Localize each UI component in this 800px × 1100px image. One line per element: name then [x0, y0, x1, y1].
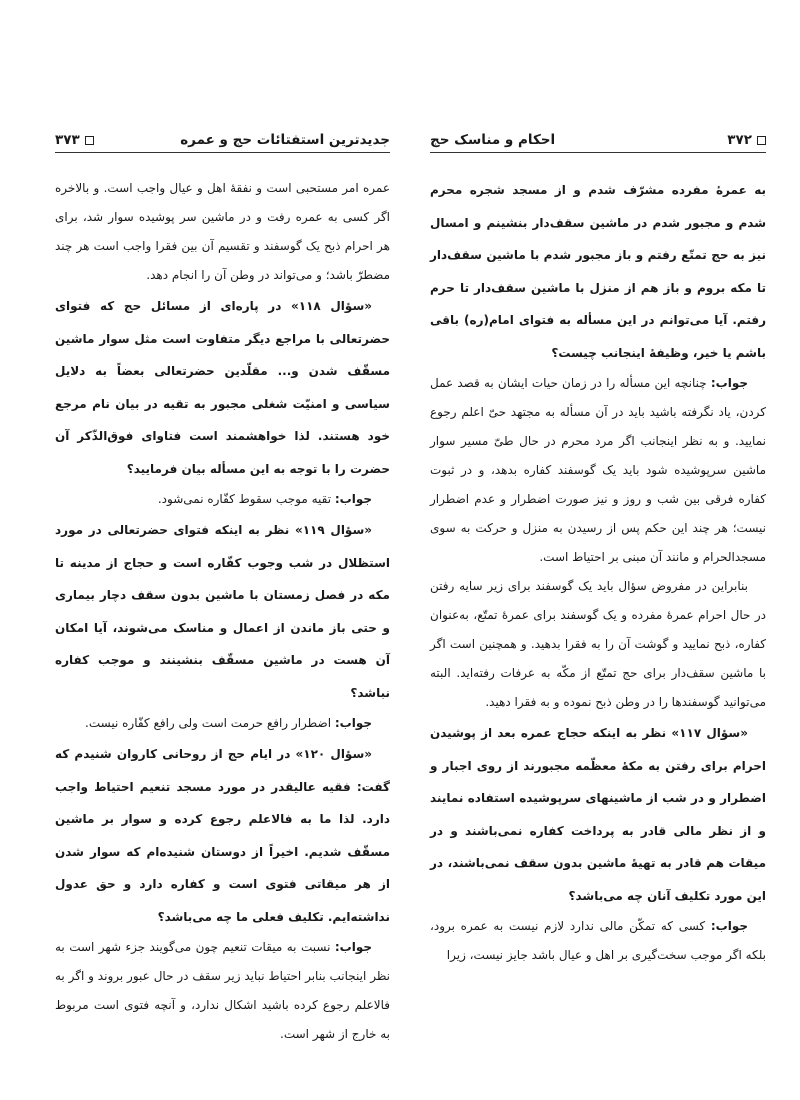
question-118: [55, 290, 390, 485]
question-text: «سؤال ۱۱۸» در پاره‌ای از مسائل حج که فتوای حضرتعالی با مراجع دیگر متفاوت است مثل سوار ماشین مسقّف شدن و... مقلّدین حضرتعالی بعضاً به دلایل سیاسی و امنیّت شغلی مجبور به تقیه در بیان نام مرجع خود هستند. لذا خواهشمند است فتاوای فوق‌الذّکر آن حضرت را با توجه به این مسأله بیان فرمایید؟: [55, 299, 390, 476]
answer-label: جواب:: [334, 940, 372, 954]
answer-label: جواب:: [334, 716, 372, 730]
question-120: [55, 738, 390, 933]
answer-text: چنانچه این مسأله را در زمان حیات ایشان به قصد عمل کردن، یاد نگرفته باشید باید در آن مسأله به مجتهد حیّ اعلم رجوع نمایید. و به نظر اینجانب اگر مرد محرم در حال طیّ مسیر سوار ماشین سرپوشیده شود باید یک گوسفند کفاره بدهد، و در ثبوت کفاره فرقی بین شب و روز و نیز صورت اضطرار و عدم اضطرار نیست؛ هر چند این حکم پس از رسیدن به منزل و حرکت به سوی مسجدالحرام و مانند آن مبنی بر احتیاط است.: [430, 376, 766, 564]
question-119: [55, 514, 390, 709]
page-box-icon: [757, 136, 766, 145]
answer-text: تقیه موجب سقوط کفّاره نمی‌شود.: [157, 492, 335, 506]
question-text: به عمرهٔ مفرده مشرّف شدم و از مسجد شجره محرم شدم و مجبور شدم در ماشین سقف‌دار بنشینم و امسال نیز به حج تمتّع رفتم و باز مجبور شدم با ماشین سقف‌دار تا مکه بروم و باز هم از منزل با ماشین سقف‌دار تا حرم رفتم. آیا می‌توانم در این مسأله به فتوای امام(ره) باقی باشم یا خیر، وظیفهٔ اینجانب چیست؟: [430, 183, 766, 360]
paragraph: [55, 174, 390, 290]
left-running-title: جدیدترین استفتائات حج و عمره: [180, 132, 390, 148]
right-page-number: ۳۷۲: [727, 132, 752, 148]
answer-text: کسی که تمکّن مالی ندارد لازم نیست به عمره برود، بلکه اگر موجب سخت‌گیری بر اهل و عیال باشد جایز نیست، زیرا: [430, 919, 766, 962]
question-text: «سؤال ۱۱۷» نظر به اینکه حجاج عمره بعد از پوشیدن احرام برای رفتن به مکهٔ معظّمه مجبورند از روی اجبار و اضطرار و در شب از ماشینهای سرپوشیده استفاده نمایند و از نظر مالی قادر به پرداخت کفاره نمی‌باشند و در میقات هم قادر به تهیهٔ ماشین بدون سقف نمی‌باشند، در این مورد تکلیف آنان چه می‌باشد؟: [430, 726, 766, 903]
left-page-body: [55, 174, 390, 1049]
paragraph-text: عمره امر مستحبی است و نفقهٔ اهل و عیال واجب است. و بالاخره اگر کسی به عمره رفت و در ماشین سر پوشیده سوار شد، برای هر احرام ذبح یک گوسفند و تقسیم آن بین فقرا واجب است هر چند مضطرّ باشد؛ و می‌تواند در وطن آن را انجام دهد.: [55, 181, 390, 282]
right-page-number-group: [727, 132, 766, 148]
question-text: «سؤال ۱۱۹» نظر به اینکه فتوای حضرتعالی در مورد استظلال در شب وجوب کفّاره است و حجاج از مدینه تا مکه در فصل زمستان با ماشین بدون سقف دچار بیماری و حتی باز ماندن از اعمال و مناسک می‌شوند، آیا امکان آن هست در ماشین مسقّف بنشینند و موجب کفاره نباشد؟: [55, 523, 390, 700]
right-running-title: احکام و مناسک حج: [430, 132, 556, 148]
right-page-body: [430, 174, 766, 970]
left-page-number: ۳۷۳: [55, 132, 80, 148]
answer-label: جواب:: [710, 376, 748, 390]
page-box-icon: [85, 136, 94, 145]
left-page: [55, 112, 390, 1041]
right-page-header: [430, 122, 766, 148]
answer-label: جواب:: [334, 492, 372, 506]
answer-120: [55, 933, 390, 1049]
answer-119: [55, 709, 390, 738]
left-page-number-group: [55, 132, 94, 148]
answer-116: [430, 369, 766, 572]
paragraph: [430, 572, 766, 717]
answer-117: [430, 912, 766, 970]
question-text: «سؤال ۱۲۰» در ایام حج از روحانی کاروان شنیدم که گفت: فقیه عالیقدر در مورد مسجد تنعیم احتیاط واجب دارد. لذا ما به فالاعلم رجوع کرده و سوار بر ماشین مسقّف شدیم. اخیراً از دوستان شنیده‌ام که سوار شدن از هر میقاتی فتوی است و کفاره دارد و حق عدول نداشته‌ایم. تکلیف فعلی ما چه می‌باشد؟: [55, 747, 390, 924]
paragraph-text: بنابراین در مفروض سؤال باید یک گوسفند برای زیر سایه رفتن در حال احرام عمرهٔ مفرده و یک گوسفند برای عمرهٔ تمتّع، به‌عنوان کفاره، ذبح نمایید و گوشت آن را به فقرا بدهید. و همچنین است اگر با ماشین سقف‌دار برای حج تمتّع از مکّه به عرفات رفته‌اید. البته می‌توانید گوسفندها را در وطن ذبح نموده و به فقرا دهید.: [430, 579, 766, 709]
left-header-rule: [55, 152, 390, 153]
left-page-header: [55, 122, 390, 148]
answer-text: نسبت به میقات تنعیم چون می‌گویند جزء شهر است به نظر اینجانب بنابر احتیاط نباید زیر سقف در حال عبور بروند و اگر به فالاعلم رجوع کرده باشید اشکال ندارد، و آنچه فتوی است مربوط به خارج از شهر است.: [55, 940, 390, 1041]
right-page: [430, 112, 766, 1012]
right-header-rule: [430, 152, 766, 153]
question-116-continued: [430, 174, 766, 369]
question-117: [430, 717, 766, 912]
answer-118: [55, 485, 390, 514]
answer-text: اضطرار رافع حرمت است ولی رافع کفّاره نیست.: [85, 716, 335, 730]
answer-label: جواب:: [710, 919, 748, 933]
